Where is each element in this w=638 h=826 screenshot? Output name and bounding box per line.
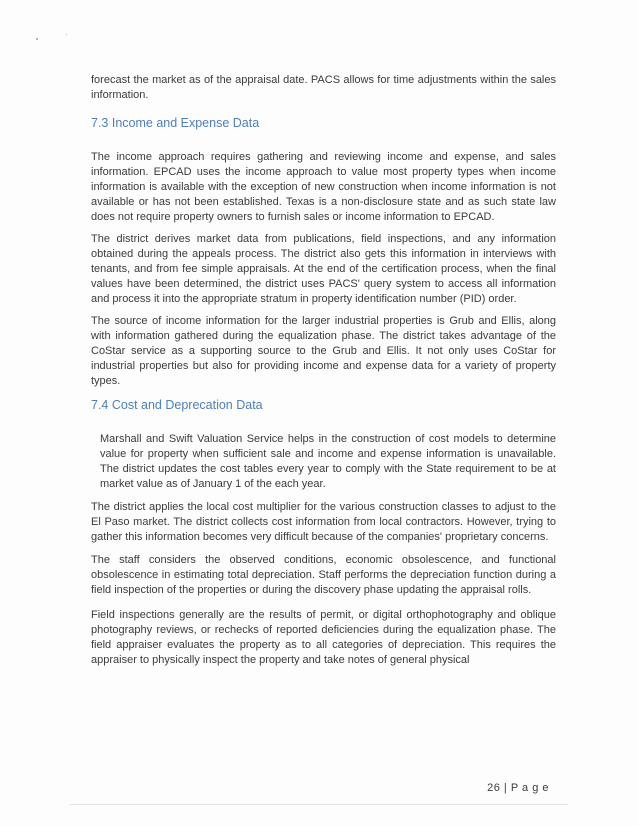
section-heading-cost-depreciation: 7.4 Cost and Deprecation Data xyxy=(91,398,263,412)
page-number: 26 | P a g e xyxy=(487,782,549,794)
scan-speck xyxy=(36,38,38,40)
paragraph: The district derives market data from publications, field inspections, and any information obtained during the appeals process. The district also gets this information in interviews with tenants, and from fee simple appraisals. At the end of the certification process, when the final values have been determined, the district uses PACS' query system to access all information and process it into the appropriate stratum in property identification number (PID) order. xyxy=(91,233,556,305)
paragraph: Field inspections generally are the results of permit, or digital orthophotography and oblique photography reviews, or rechecks of reported deficiencies during the equalization phase. The field appraiser evaluates the property as to all categories of depreciation. This requires the appraiser to physically inspect the property and take notes of general physical xyxy=(91,609,556,666)
section-heading-income-expense: 7.3 Income and Expense Data xyxy=(91,116,260,130)
paragraph: The staff considers the observed conditions, economic obsolescence, and functional obsolescence in estimating total depreciation. Staff performs the depreciation function during a field inspection of the properties or during the discovery phase updating the appraisal rolls. xyxy=(91,554,556,596)
paragraph: Marshall and Swift Valuation Service helps in the construction of cost models to determine value for property when sufficient sale and income and expense information is unavailable. The district updates the cost tables every year to comply with the State requirement to be at market value as of January 1 of the each year. xyxy=(100,433,556,490)
paragraph: The income approach requires gathering and reviewing income and expense, and sales information. EPCAD uses the income approach to value most property types when income information is available with the exception of new construction when income information is not available or has not been established. Texas is a non-disclosure state and as such state law does not require property owners to furnish sales or income information to EPCAD. xyxy=(91,151,556,223)
paragraph: The district applies the local cost multiplier for the various construction classes to adjust to the El Paso market. The district collects cost information from local contractors. However, trying to gather this information becomes very difficult because of the companies' proprietary concerns. xyxy=(91,501,556,543)
intro-paragraph: forecast the market as of the appraisal date. PACS allows for time adjustments within the sales information. xyxy=(91,74,556,101)
scan-speck xyxy=(66,34,67,35)
page-footer xyxy=(0,782,638,826)
footer-divider xyxy=(70,804,568,805)
paragraph: The source of income information for the larger industrial properties is Grub and Ellis, along with information gathered during the equalization phase. The district takes advantage of the CoStar service as a supporting source to the Grub and Ellis. It not only uses CoStar for industrial properties but also for providing income and expense data for a variety of property types. xyxy=(91,315,556,387)
page-content xyxy=(91,73,556,668)
